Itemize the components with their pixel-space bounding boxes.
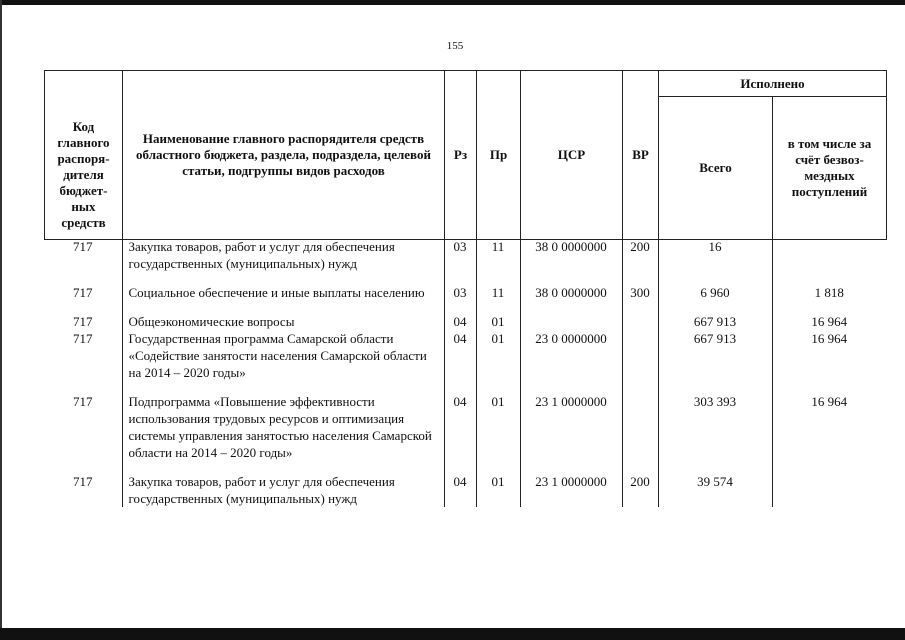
header-executed: Исполнено <box>659 71 887 97</box>
cell-rz: 03 <box>444 284 476 313</box>
table-header <box>44 70 887 240</box>
cell-total: 39 574 <box>658 473 772 507</box>
cell-incl <box>772 236 886 284</box>
cell-csr: 38 0 0000000 <box>520 236 622 284</box>
cell-total: 303 393 <box>658 393 772 473</box>
table-row <box>44 236 886 284</box>
cell-code: 717 <box>73 314 93 329</box>
header-vr: ВР <box>623 71 659 240</box>
cell-rz: 04 <box>444 473 476 507</box>
cell-csr <box>520 313 622 330</box>
cell-code: 717 <box>73 285 93 300</box>
cell-incl: 16 964 <box>772 393 886 473</box>
cell-rz: 03 <box>444 236 476 284</box>
table-row <box>44 330 886 393</box>
cell-vr: 300 <box>622 284 658 313</box>
cell-vr <box>622 393 658 473</box>
scan-bottom-edge <box>0 628 905 640</box>
cell-pr: 01 <box>476 473 520 507</box>
table-row <box>44 473 886 507</box>
cell-csr: 23 1 0000000 <box>520 393 622 473</box>
cell-incl: 1 818 <box>772 284 886 313</box>
cell-rz: 04 <box>444 393 476 473</box>
header-total: Всего <box>659 97 773 240</box>
cell-name: Подпрограмма «Повышение эффективности использования трудовых ресурсов и оптимизация системы управления занятостью населения Самарской области на 2014 – 2020 годы» <box>122 393 444 473</box>
cell-pr: 01 <box>476 313 520 330</box>
cell-code: 717 <box>73 239 93 254</box>
header-rz: Рз <box>445 71 477 240</box>
table-row <box>44 284 886 313</box>
cell-name: Закупка товаров, работ и услуг для обеспечения государственных (муниципальных) нужд <box>122 236 444 284</box>
header-name: Наименование главного распорядителя средств областного бюджета, раздела, подраздела, целевой статьи, подгруппы видов расходов <box>123 71 445 240</box>
cell-vr <box>622 313 658 330</box>
table-row <box>44 313 886 330</box>
scan-left-edge <box>0 0 2 640</box>
cell-name: Государственная программа Самарской области «Содействие занятости населения Самарской области на 2014 – 2020 годы» <box>122 330 444 393</box>
cell-pr: 01 <box>476 393 520 473</box>
cell-code: 717 <box>73 394 93 409</box>
cell-vr <box>622 330 658 393</box>
cell-total: 16 <box>658 236 772 284</box>
cell-incl <box>772 473 886 507</box>
cell-vr: 200 <box>622 236 658 284</box>
cell-csr: 38 0 0000000 <box>520 284 622 313</box>
scan-top-edge <box>0 0 905 5</box>
cell-pr: 11 <box>476 284 520 313</box>
cell-name: Закупка товаров, работ и услуг для обеспечения государственных (муниципальных) нужд <box>122 473 444 507</box>
cell-rz: 04 <box>444 313 476 330</box>
cell-name: Общеэкономические вопросы <box>122 313 444 330</box>
cell-total: 667 913 <box>658 330 772 393</box>
page-number: 155 <box>446 40 464 52</box>
cell-pr: 11 <box>476 236 520 284</box>
cell-total: 667 913 <box>658 313 772 330</box>
header-csr: ЦСР <box>521 71 623 240</box>
cell-rz: 04 <box>444 330 476 393</box>
cell-pr: 01 <box>476 330 520 393</box>
cell-code: 717 <box>73 331 93 346</box>
cell-vr: 200 <box>622 473 658 507</box>
header-pr: Пр <box>477 71 521 240</box>
table-body <box>44 236 886 507</box>
cell-code: 717 <box>73 474 93 489</box>
cell-incl: 16 964 <box>772 330 886 393</box>
header-incl: в том числе за счёт безвоз-мездных поступлений <box>773 97 887 240</box>
cell-total: 6 960 <box>658 284 772 313</box>
cell-incl: 16 964 <box>772 313 886 330</box>
cell-csr: 23 0 0000000 <box>520 330 622 393</box>
table-row <box>44 393 886 473</box>
header-code: Код главного распоря-дителя бюджет-ных средств <box>45 71 123 240</box>
cell-csr: 23 1 0000000 <box>520 473 622 507</box>
cell-name: Социальное обеспечение и иные выплаты населению <box>122 284 444 313</box>
